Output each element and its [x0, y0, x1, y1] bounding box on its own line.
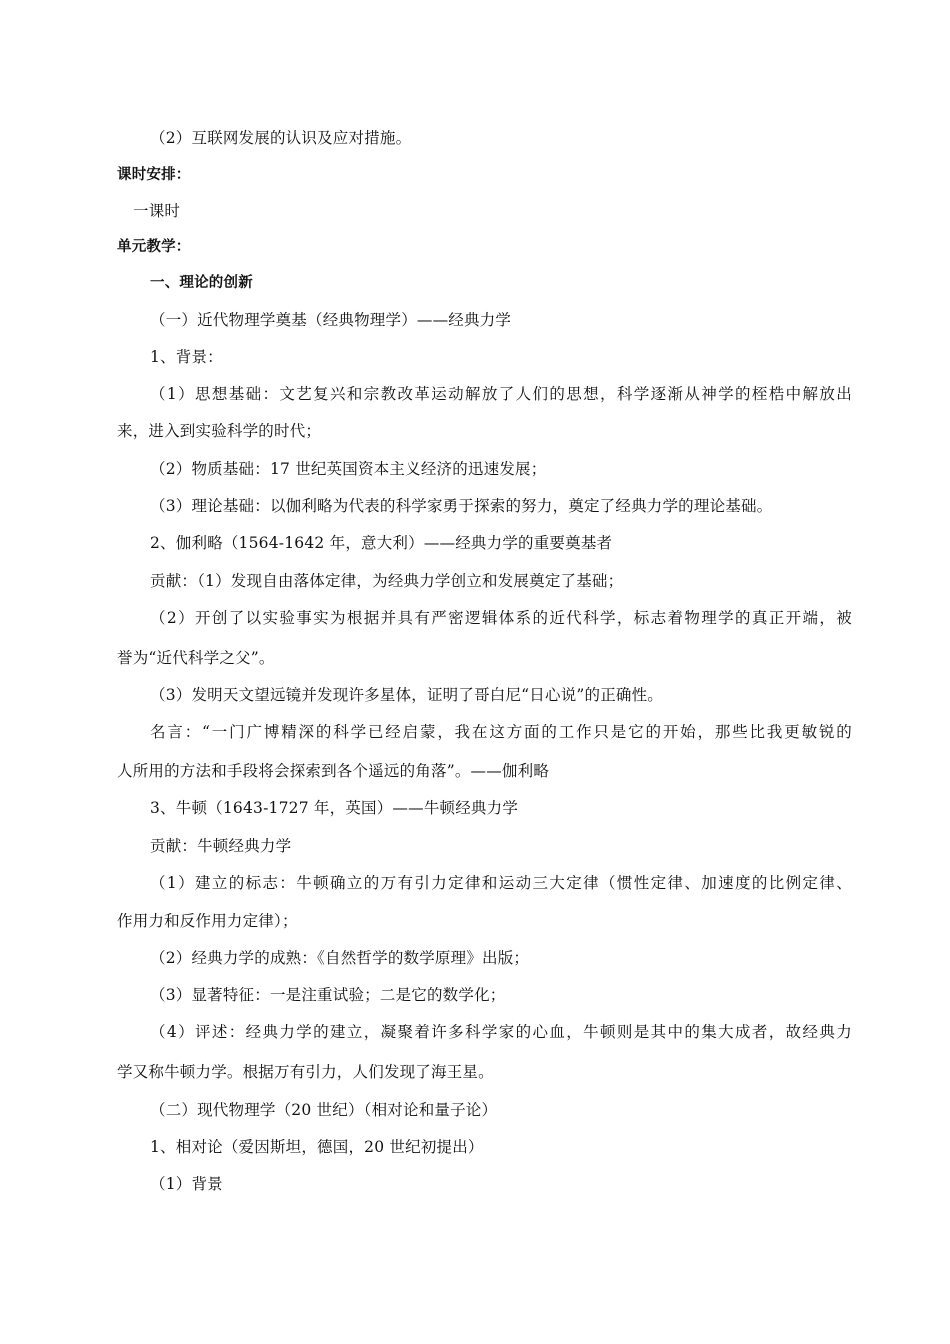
text-line: 誉为“近代科学之父”。 [117, 649, 275, 667]
text-line: 1、背景： [150, 348, 223, 366]
section-heading: 单元教学： [117, 239, 191, 255]
text-line: （二）现代物理学（20 世纪）（相对论和量子论） [150, 1101, 498, 1119]
text-line: 2、伽利略（1564-1642 年，意大利）——经典力学的重要奠基者 [150, 534, 613, 552]
text-line: （3）理论基础：以伽利略为代表的科学家勇于探索的努力，奠定了经典力学的理论基础。 [150, 497, 773, 515]
text-line: 一课时 [133, 202, 181, 220]
text-line: （1）背景 [150, 1175, 223, 1193]
text-line: 人所用的方法和手段将会探索到各个遥远的角落”。——伽利略 [117, 762, 550, 780]
text-line: （2）物质基础：17 世纪英国资本主义经济的迅速发展； [150, 460, 547, 478]
text-line: 作用力和反作用力定律）； [117, 912, 298, 930]
text-line: （3）显著特征：一是注重试验；二是它的数学化； [150, 986, 506, 1004]
text-line: （2）经典力学的成熟：《自然哲学的数学原理》出版； [150, 949, 530, 967]
text-line: （4）评述：经典力学的建立，凝聚着许多科学家的心血，牛顿则是其中的集大成者，故经典力 [150, 1023, 852, 1041]
text-line: （2）开创了以实验事实为根据并具有严密逻辑体系的近代科学，标志着物理学的真正开端，被 [150, 609, 852, 627]
text-line: 1、相对论（爱因斯坦，德国，20 世纪初提出） [150, 1138, 484, 1156]
subsection-heading: 一、理论的创新 [150, 275, 253, 291]
section-heading: 课时安排： [117, 167, 191, 183]
text-line: （2）互联网发展的认识及应对措施。 [150, 129, 412, 147]
text-line: （3）发明天文望远镜并发现许多星体，证明了哥白尼“日心说”的正确性。 [150, 686, 664, 704]
text-line: 贡献：（1）发现自由落体定律，为经典力学创立和发展奠定了基础； [150, 572, 624, 590]
text-line: 贡献：牛顿经典力学 [150, 837, 292, 855]
text-line: 名言：“一门广博精深的科学已经启蒙，我在这方面的工作只是它的开始，那些比我更敏锐的 [150, 723, 852, 741]
text-line: （一）近代物理学奠基（经典物理学）——经典力学 [150, 311, 512, 329]
text-line: （1）思想基础：文艺复兴和宗教改革运动解放了人们的思想，科学逐渐从神学的桎梏中解放出 [150, 385, 852, 403]
text-line: 来，进入到实验科学的时代； [117, 422, 322, 440]
text-line: （1）建立的标志：牛顿确立的万有引力定律和运动三大定律（惯性定律、加速度的比例定律、 [150, 874, 852, 892]
text-line: 3、牛顿（1643-1727 年，英国）——牛顿经典力学 [150, 799, 519, 817]
text-line: 学又称牛顿力学。根据万有引力，人们发现了海王星。 [117, 1063, 494, 1081]
